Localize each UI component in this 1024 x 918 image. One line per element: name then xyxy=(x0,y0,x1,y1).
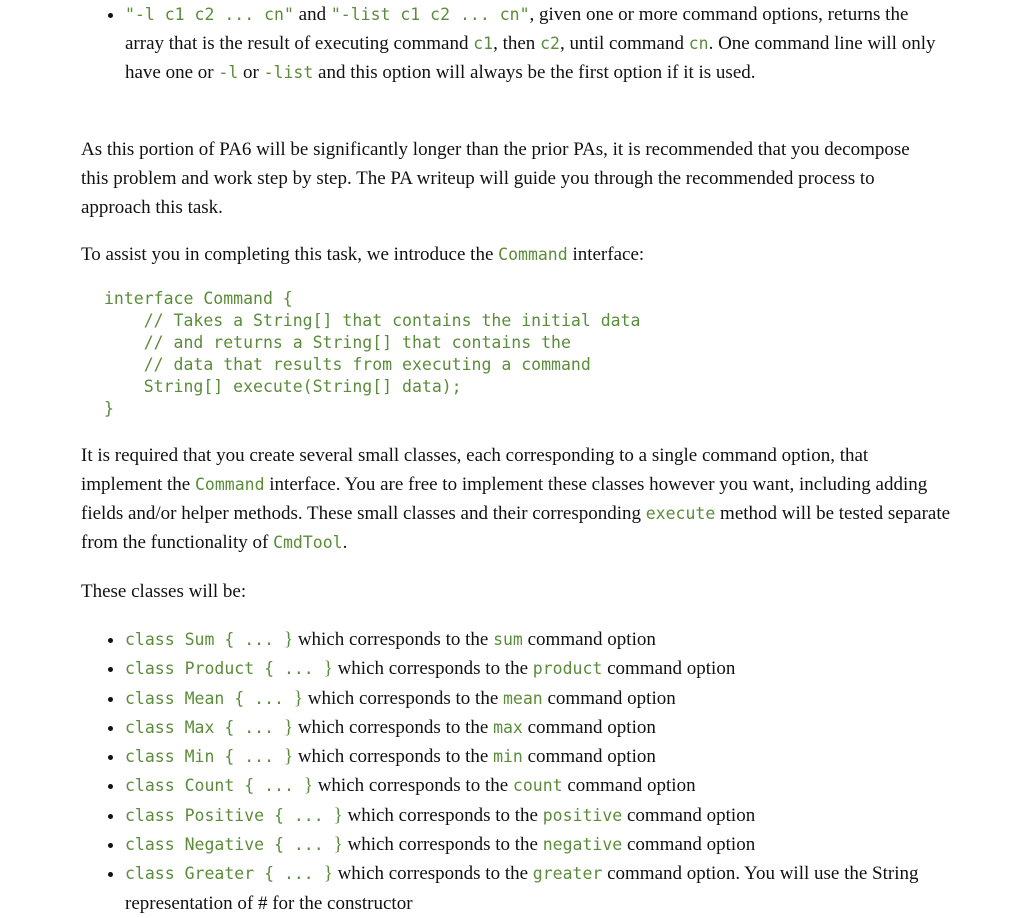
text: . xyxy=(342,532,348,553)
brace: } xyxy=(293,687,304,709)
class-decl: class Min { ... xyxy=(125,747,284,767)
code-l-option: "-l c1 c2 ... cn" xyxy=(125,5,294,24)
code-c2: c2 xyxy=(540,34,560,53)
text: which corresponds to the xyxy=(293,716,494,738)
text: which corresponds to the xyxy=(332,658,533,680)
class-decl: class Greater { ... xyxy=(125,864,324,884)
code-command: Command xyxy=(194,475,265,494)
list-item xyxy=(125,771,995,800)
text: and this option will always be the first option if it is used. xyxy=(313,62,756,83)
option-code: greater xyxy=(532,864,603,884)
text: , until command xyxy=(559,33,689,54)
code-l: -l xyxy=(218,63,239,82)
class-decl: class Sum { ... xyxy=(125,630,284,649)
text: method will be tested separate from the functionality of xyxy=(81,503,951,553)
list-option-bullet xyxy=(81,0,951,87)
class-decl: class Negative { ... xyxy=(125,835,334,855)
text: interface: xyxy=(567,244,645,265)
class-decl: class Max { ... xyxy=(125,717,284,737)
text: command option xyxy=(602,658,736,680)
brace: } xyxy=(323,658,333,680)
code-block-command-interface: interface Command { // Takes a String[] that contains the initial data // and returns a String[] that contains the // data that results from executing a command String[] execute(String[] data); } xyxy=(104,289,641,418)
brace: } xyxy=(323,863,333,885)
text: command option xyxy=(542,687,676,709)
list-item xyxy=(125,801,995,830)
option-code: product xyxy=(532,659,603,679)
brace: } xyxy=(333,834,343,856)
text: which corresponds to the xyxy=(332,863,533,885)
text: which corresponds to the xyxy=(342,804,543,826)
text: command option xyxy=(562,775,696,797)
option-code: sum xyxy=(493,630,523,649)
paragraph-assist xyxy=(81,240,941,269)
option-code: mean xyxy=(503,688,543,708)
brace: } xyxy=(333,804,343,826)
text: command option. You will use the String representation of # for the constructor xyxy=(125,863,919,914)
text: which corresponds to the xyxy=(293,746,494,768)
code-command: Command xyxy=(498,245,568,264)
code-cn: cn xyxy=(688,34,709,53)
text: command option xyxy=(522,746,656,768)
class-decl: class Count { ... xyxy=(125,776,304,796)
list-item xyxy=(125,684,995,713)
list-item xyxy=(125,654,995,683)
brace: } xyxy=(283,629,294,650)
code-list: -list xyxy=(263,63,314,82)
brace: } xyxy=(283,716,294,738)
text: which corresponds to the xyxy=(342,834,543,856)
paragraph-portion: As this portion of PA6 will be significantly longer than the prior PAs, it is recommended that you decompose this problem and work step by step. The PA writeup will guide you through the recommended process to approach this task. xyxy=(81,139,910,218)
text: which corresponds to the xyxy=(312,775,513,797)
text: command option xyxy=(622,804,756,826)
list-item-list-option xyxy=(125,0,951,87)
text: interface. You are free to implement these classes however you want, including adding fields and/or helper methods. These small classes and their corresponding xyxy=(81,474,928,524)
brace: } xyxy=(303,775,313,797)
text: , then xyxy=(493,33,541,54)
text: or xyxy=(238,62,264,83)
option-code: count xyxy=(512,776,563,796)
option-code: negative xyxy=(542,835,623,855)
text: It is required that you create several small classes, each corresponding to a single command option, that implement the xyxy=(81,445,869,495)
class-list xyxy=(81,625,995,918)
text: command option xyxy=(522,629,656,650)
code-cmdtool: CmdTool xyxy=(273,533,343,552)
list-item xyxy=(125,713,995,742)
code-execute: execute xyxy=(645,504,716,523)
text: command option xyxy=(522,716,656,738)
class-decl: class Positive { ... xyxy=(125,805,334,825)
list-item xyxy=(125,830,995,859)
code-list-option: "-list c1 c2 ... cn" xyxy=(330,5,530,24)
text: To assist you in completing this task, we introduce the xyxy=(81,244,499,265)
paragraph-required xyxy=(81,441,951,557)
text: which corresponds to the xyxy=(293,629,494,650)
class-decl: class Mean { ... xyxy=(125,688,294,708)
list-item xyxy=(125,625,995,654)
text: command option xyxy=(622,834,756,856)
text: which corresponds to the xyxy=(303,687,503,709)
text: , given one or more command options, returns the array that is the result of executing command xyxy=(125,4,909,54)
list-item xyxy=(125,742,995,771)
brace: } xyxy=(283,746,294,768)
text: and xyxy=(293,4,331,25)
code-c1: c1 xyxy=(473,34,494,53)
option-code: min xyxy=(493,747,523,767)
list-item xyxy=(125,859,995,918)
paragraph-classes-intro: These classes will be: xyxy=(81,581,247,602)
option-code: max xyxy=(493,717,523,737)
option-code: positive xyxy=(542,805,623,825)
text: . One command line will only have one or xyxy=(125,33,936,83)
class-decl: class Product { ... xyxy=(125,659,324,679)
